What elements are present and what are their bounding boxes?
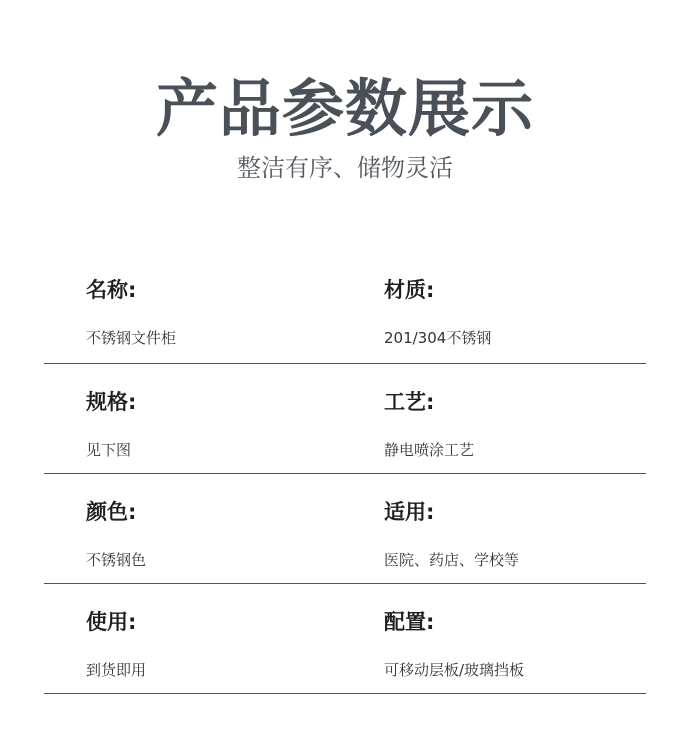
parameter-row (44, 364, 646, 474)
page-title: 产品参数展示 (155, 72, 534, 145)
parameter-table (44, 252, 646, 694)
parameter-value: 静电喷涂工艺 (384, 441, 475, 459)
parameter-label: 配置: (384, 610, 435, 634)
page-subtitle: 整洁有序、储物灵活 (237, 154, 453, 182)
parameter-label: 颜色: (86, 500, 137, 524)
parameter-label: 适用: (384, 500, 435, 524)
parameter-value: 可移动层板/玻璃挡板 (384, 661, 525, 679)
parameter-row (44, 584, 646, 694)
parameter-row (44, 252, 646, 364)
parameter-value: 不锈钢色 (86, 551, 147, 569)
parameter-value: 不锈钢文件柜 (86, 329, 177, 347)
parameter-label: 名称: (86, 278, 137, 302)
parameter-value: 见下图 (86, 441, 132, 459)
parameter-value: 到货即用 (86, 661, 147, 679)
parameter-value: 201/304不锈钢 (384, 329, 492, 347)
parameter-label: 工艺: (384, 390, 435, 414)
parameter-label: 材质: (384, 278, 435, 302)
parameter-label: 使用: (86, 610, 137, 634)
parameter-row (44, 474, 646, 584)
parameter-value: 医院、药店、学校等 (384, 551, 520, 569)
parameter-label: 规格: (86, 390, 137, 414)
